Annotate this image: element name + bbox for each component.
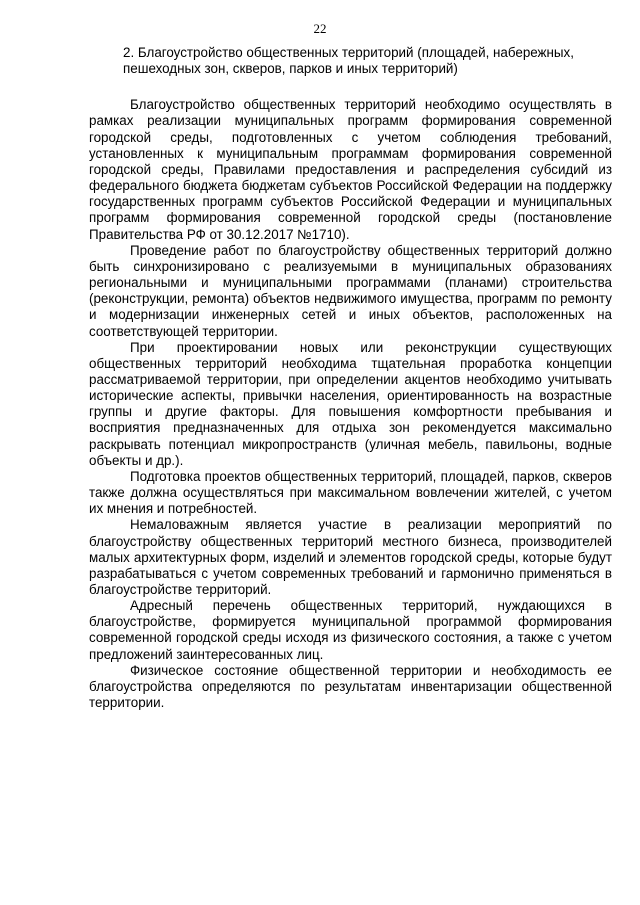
paragraph-address-list: Адресный перечень общественных территорий, нуждающихся в благоустройстве, формируется муниципальной программой формирования современной городской среды исходя из физического состояния, а также с учетом предложений заинтересованных лиц. <box>89 598 612 662</box>
page-number: 22 <box>313 21 327 36</box>
document-body <box>89 45 612 711</box>
paragraph-local-business: Немаловажным является участие в реализации мероприятий по благоустройству общественных территорий местного бизнеса, производителей малых архитектурных форм, изделий и элементов городской среды, которые будут разрабатываться с учетом современных требований и гармонично применяться в благоустройстве территорий. <box>89 517 612 597</box>
paragraph-legal-basis: Благоустройство общественных территорий необходимо осуществлять в рамках реализации муниципальных программ формирования современной городской среды, подготовленных с учетом соблюдения требований, установленных к муниципальным программам формирования современной городской среды, Правилами предоставления и распределения субсидий из федерального бюджета бюджетам субъектов Российской Федерации на поддержку государственных программ субъектов Российской Федерации и муниципальных программ формирования современной городской среды (постановление Правительства РФ от 30.12.2017 №1710). <box>89 97 612 242</box>
paragraph-design-concept: При проектировании новых или реконструкции существующих общественных территорий необходима тщательная проработка концепции рассматриваемой территории, при определении акцентов необходимо учитывать исторические аспекты, привычки населения, ориентированность на возрастные группы и другие факторы. Для повышения комфортности пребывания и восприятия предназначенных для отдыха зон рекомендуется максимально раскрывать потенциал микропространств (уличная мебель, павильоны, водные объекты и др.). <box>89 339 612 468</box>
paragraph-physical-condition: Физическое состояние общественной территории и необходимость ее благоустройства определяются по результатам инвентаризации общественной территории. <box>89 662 612 711</box>
paragraph-resident-involvement: Подготовка проектов общественных территорий, площадей, парков, скверов также должна осуществляться при максимальном вовлечении жителей, с учетом их мнения и потребностей. <box>89 468 612 517</box>
section-heading: 2. Благоустройство общественных территорий (площадей, набережных, пешеходных зон, скверов, парков и иных территорий) <box>123 45 574 77</box>
paragraph-synchronization: Проведение работ по благоустройству общественных территорий должно быть синхронизировано с реализуемыми в муниципальных образованиях региональными и муниципальными программами (планами) строительства (реконструкции, ремонта) объектов недвижимого имущества, программ по ремонту и модернизации инженерных сетей и иных объектов, расположенных на соответствующей территории. <box>89 242 612 339</box>
